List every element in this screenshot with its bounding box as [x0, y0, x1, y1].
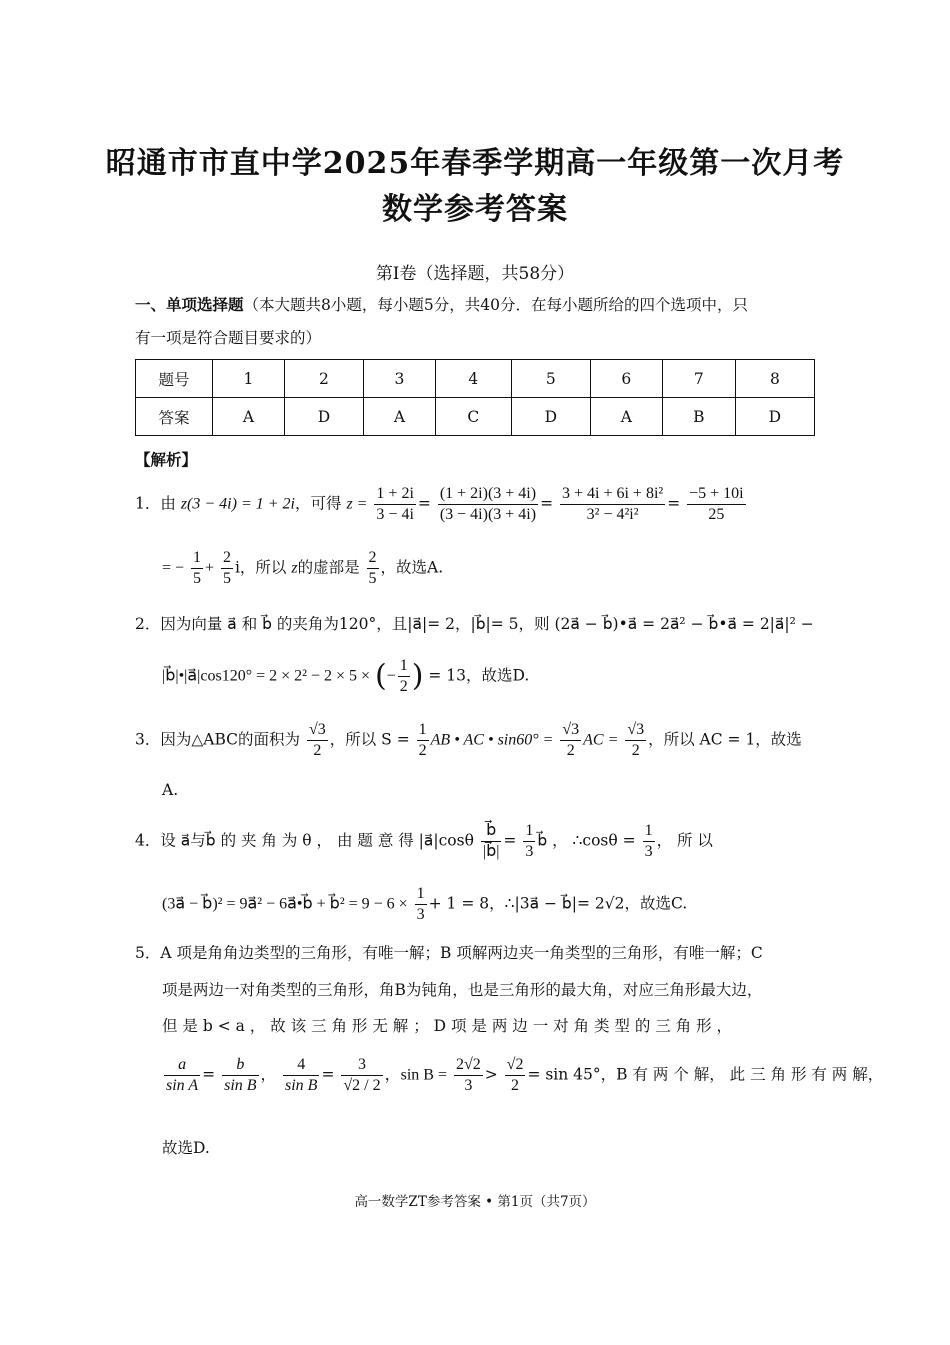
- numerator: 1: [398, 656, 410, 677]
- numerator: b⃗: [481, 821, 502, 842]
- q5-text: A 项是角角边类型的三角形，有唯一解；B 项解两边夹一角类型的三角形，有唯一解；C: [160, 944, 763, 962]
- q1-equation: z(3 − 4i) = 1 + 2i: [180, 495, 295, 513]
- table-row: [136, 398, 815, 436]
- q5-line2: 项是两边一对角类型的三角形，角B为钝角，也是三角形的最大角，对应三角形最大边，: [162, 981, 763, 999]
- numerator: 1 + 2i: [374, 484, 415, 505]
- denominator: 2: [511, 1077, 520, 1094]
- numerator: 3: [341, 1055, 382, 1076]
- document-subtitle: 数学参考答案: [382, 192, 568, 227]
- numerator: a: [164, 1055, 200, 1076]
- q4-fraction: [523, 821, 535, 862]
- q2-fraction: [398, 656, 410, 697]
- q4-text: b⃗ ， ∴cosθ =: [537, 831, 636, 850]
- question-number-cell: 4: [435, 360, 511, 398]
- section-title: 第Ⅰ卷（选择题，共58分）: [375, 264, 575, 284]
- table-row-header: 题号: [136, 360, 213, 398]
- q5-line5: 故选D.: [162, 1139, 210, 1157]
- denominator: 2: [399, 678, 408, 695]
- part1-heading: 一、单项选择题: [135, 295, 244, 314]
- q1-line2: [162, 548, 443, 589]
- q1-text: ，故选A.: [380, 558, 444, 577]
- denominator: √2 / 2: [343, 1077, 381, 1094]
- q1-equation: +: [204, 559, 215, 577]
- table-row: [136, 360, 815, 398]
- q5-line4: [162, 1055, 883, 1096]
- question-number-cell: 5: [511, 360, 590, 398]
- q1-fraction: [191, 548, 203, 589]
- question-number-cell: 3: [364, 360, 436, 398]
- numerator: 4: [283, 1055, 319, 1076]
- denominator: 5: [222, 570, 231, 587]
- denominator: 5: [192, 570, 201, 587]
- answer-table: [135, 359, 815, 436]
- denominator: 2: [566, 742, 575, 759]
- answer-cell: C: [435, 398, 511, 436]
- q2-number: 2．: [135, 615, 161, 633]
- q1-text: i，所以: [234, 558, 287, 577]
- numerator: √3: [560, 720, 581, 741]
- q3-equation: AC =: [583, 731, 619, 749]
- question-number-cell: 2: [284, 360, 363, 398]
- q3-fraction: [417, 720, 429, 761]
- numerator: 2: [367, 548, 379, 569]
- q5-fraction: [341, 1055, 382, 1096]
- answer-cell: D: [511, 398, 590, 436]
- question-number-cell: 8: [735, 360, 814, 398]
- q3-fraction: [560, 720, 581, 761]
- numerator: 1: [191, 548, 203, 569]
- answer-cell: A: [213, 398, 285, 436]
- q1-line1: 1．由 z(3 − 4i) = 1 + 2i，可得 z = $\frac{1 + 2i}{3 - 4i}$ = $\frac{(1 + 2i)(3 + 4i)}{(3 - 4i)(3 + 4i)}$ = $\frac{\text{3 + 4i + 6i + 8i²}}{\text{3² − 4²i²}}$ = $\frac{-5 + 10i}{25}$: [135, 485, 744, 523]
- q2-equation: |b⃗|•|a⃗|cos120° = 2 × 2² − 2 × 5 ×: [162, 667, 371, 685]
- numerator: √2: [505, 1055, 526, 1076]
- q5-text: =: [202, 1065, 216, 1084]
- q5-text: >: [484, 1065, 498, 1084]
- q5-fraction: [164, 1055, 200, 1096]
- q5-equation: ，sin B =: [384, 1066, 447, 1084]
- q3-line2: A.: [162, 781, 179, 799]
- part1-instructions: [135, 294, 748, 316]
- q3-text: ，所以 S =: [329, 730, 410, 749]
- denominator: 3: [525, 843, 534, 860]
- q4-equation: (3a⃗ − b⃗)² = 9a⃗² − 6a⃗•b⃗ + b⃗² = 9 − 6 ×: [162, 895, 408, 913]
- denominator: sin B: [285, 1077, 318, 1094]
- numerator: (1 + 2i)(3 + 4i): [438, 484, 538, 505]
- q1-text: 的虚部是: [297, 558, 360, 577]
- q2-text: = 13，故选D.: [428, 666, 530, 685]
- denominator: sin B: [224, 1077, 257, 1094]
- q2-text: 因为向量 a⃗ 和 b⃗ 的夹角为120°，且|a⃗|= 2，|b⃗|= 5，则 (2a⃗ − b⃗)•a⃗ = 2a⃗² − b⃗•a⃗ = 2|a⃗|² −: [160, 615, 814, 633]
- q4-text: =: [503, 831, 517, 850]
- numerator: b: [222, 1055, 258, 1076]
- denominator: 3: [416, 906, 425, 923]
- q4-fraction: [481, 821, 502, 862]
- q1-equation: = −: [162, 559, 185, 577]
- numerator: −5 + 10i: [687, 484, 746, 505]
- denominator: 3² − 4²i²: [586, 506, 639, 523]
- q1-fraction: [560, 484, 665, 525]
- table-row-header: 答案: [136, 398, 213, 436]
- denominator: 25: [708, 506, 725, 523]
- q1-fraction: [438, 484, 538, 525]
- q5-line3: 但 是 b < a ， 故 该 三 角 形 无 解 ； D 项 是 两 边 一 对 角 类 型 的 三 角 形 ，: [162, 1017, 733, 1035]
- q4-text: ， 所 以: [656, 831, 713, 850]
- denominator: 5: [368, 570, 377, 587]
- question-number-cell: 7: [662, 360, 735, 398]
- denominator: 2: [313, 742, 322, 759]
- numerator: 1: [523, 821, 535, 842]
- q1-fraction: [374, 484, 415, 525]
- q3-text: ，所以 AC = 1，故选: [648, 730, 802, 749]
- q5-fraction: [283, 1055, 319, 1096]
- numerator: 2: [221, 548, 233, 569]
- numerator: 1: [415, 884, 427, 905]
- q4-number: 4．: [135, 831, 161, 850]
- denominator: 3: [464, 1077, 473, 1094]
- numerator: 2√2: [454, 1055, 483, 1076]
- denominator: 3: [644, 843, 653, 860]
- q4-fraction: [415, 884, 427, 925]
- numerator: √3: [625, 720, 646, 741]
- q4-line2: [162, 884, 687, 925]
- numerator: 1: [643, 821, 655, 842]
- answer-cell: D: [735, 398, 814, 436]
- part1-description: （本大题共8小题，每小题5分，共40分．在每小题所给的四个选项中，只: [243, 296, 748, 314]
- q1-equation: z =: [346, 495, 368, 513]
- denominator: 2: [418, 742, 427, 759]
- q4-fraction: [643, 821, 655, 862]
- q4-text: 设 a⃗与b⃗ 的 夹 角 为 θ ， 由 题 意 得 |a⃗|cosθ: [160, 831, 474, 850]
- question-number-cell: 1: [213, 360, 285, 398]
- q5-line1: [135, 942, 763, 964]
- q2-line1: [135, 613, 814, 635]
- q1-text: ，可得: [295, 494, 342, 513]
- q4-text: + 1 = 8，∴|3a⃗ − b⃗|= 2√2，故选C.: [428, 894, 688, 913]
- q1-equation: z: [291, 559, 298, 577]
- q1-text: 由: [160, 494, 176, 513]
- q5-fraction: [454, 1055, 483, 1096]
- q3-text: 因为△ABC的面积为: [160, 730, 301, 749]
- q1-number: 1．: [135, 494, 161, 513]
- q5-fraction: [222, 1055, 258, 1096]
- part1-description-line2: 有一项是符合题目要求的）: [135, 329, 322, 347]
- q3-line1: [135, 720, 802, 761]
- q1-fraction: [221, 548, 233, 589]
- q4-line1: [135, 821, 713, 862]
- q5-text: = sin 45°，B 有 两 个 解， 此 三 角 形 有 两 解，: [527, 1065, 884, 1084]
- q5-fraction: [505, 1055, 526, 1096]
- question-number-cell: 6: [590, 360, 662, 398]
- q3-number: 3．: [135, 730, 161, 749]
- denominator: (3 − 4i)(3 + 4i): [439, 506, 537, 523]
- q3-equation: AB • AC • sin60° =: [430, 731, 554, 749]
- answer-cell: A: [590, 398, 662, 436]
- q5-text: ，: [260, 1065, 277, 1084]
- q5-number: 5．: [135, 944, 161, 962]
- q2-equation: −: [386, 667, 396, 685]
- answer-cell: D: [284, 398, 363, 436]
- denominator: 2: [631, 742, 640, 759]
- denominator: 3 − 4i: [376, 506, 414, 523]
- answer-cell: B: [662, 398, 735, 436]
- document-title: 昭通市市直中学2025年春季学期高一年级第一次月考: [105, 146, 845, 181]
- numerator: √3: [307, 720, 328, 741]
- page-footer: 高一数学ZT参考答案 • 第1页（共7页）: [354, 1194, 596, 1210]
- q1-fraction: [367, 548, 379, 589]
- denominator: |b⃗|: [482, 843, 500, 860]
- q5-text: =: [321, 1065, 335, 1084]
- q1-fraction: [687, 484, 746, 525]
- denominator: sin A: [166, 1077, 199, 1094]
- analysis-label: 【解析】: [135, 450, 198, 469]
- numerator: 3 + 4i + 6i + 8i²: [560, 484, 665, 505]
- q2-line2: |b⃗|•|a⃗|cos120° = 2 × 2² − 2 × 5 × (− $\frac{1}{2}$ ) = 13，故选D.: [162, 657, 530, 695]
- numerator: 1: [417, 720, 429, 741]
- q3-fraction: [307, 720, 328, 761]
- answer-cell: A: [364, 398, 436, 436]
- q3-fraction: [625, 720, 646, 761]
